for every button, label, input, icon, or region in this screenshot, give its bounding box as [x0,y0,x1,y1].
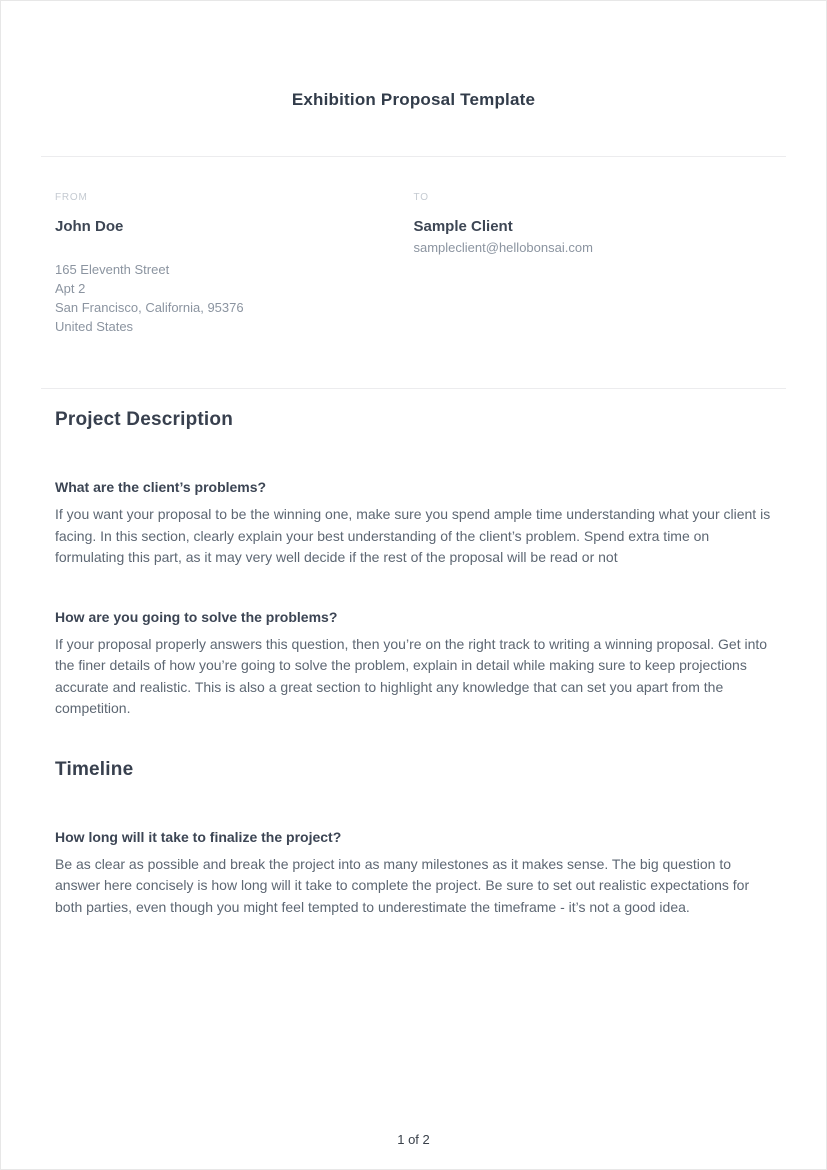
from-name: John Doe [55,218,124,235]
parties-section [1,192,826,336]
from-block [55,192,414,336]
block-subheading: How are you going to solve the problems? [55,608,338,625]
address-line: United States [55,319,134,334]
to-email: sampleclient@hellobonsai.com [413,240,593,255]
divider [41,388,786,389]
content-block [55,479,772,569]
from-address [55,260,414,336]
divider [41,156,786,157]
block-subheading: What are the client’s problems? [55,479,267,495]
to-block [414,192,773,336]
to-name: Sample Client [413,218,513,235]
page-title: Exhibition Proposal Template [291,90,536,109]
block-body: If your proposal properly answers this question, then you’re on the right track to writing a winning proposal. Get into the finer details of how you’re going to solve the problem, explain in detail while making sure to keep projections accurate and realistic. This is also a great section to highlight any knowledge that can set you apart from the competition. [55,635,768,716]
address-line: San Francisco, California, 95376 [55,300,244,315]
section-heading-project-description: Project Description [55,409,234,430]
address-line: 165 Eleventh Street [55,262,170,277]
block-subheading: How long will it take to finalize the project? [55,828,342,845]
section-heading-timeline: Timeline [55,758,134,780]
content-block [55,829,772,919]
address-line: Apt 2 [55,281,86,296]
block-body: If you want your proposal to be the winning one, make sure you spend ample time understanding what your client is facing. In this section, clearly explain your best understanding of the client’s problem. Spend extra time on formulating this part, as it may very well decide if the rest of the proposal will be read or not [55,506,771,565]
content-block [55,609,772,720]
section-project-description [55,409,772,720]
page-number: 1 of 2 [397,1132,430,1147]
block-body: Be as clear as possible and break the project into as many milestones as it makes sense. The big question to answer here concisely is how long will it take to complete the project. Be sure to set out realistic expectations for both parties, even though you might feel tempted to underestimate the timeframe - it’s not a good idea. [55,855,750,915]
section-timeline [55,759,772,919]
from-label: FROM [55,192,88,203]
document-body [1,409,826,918]
to-label: TO [413,192,429,203]
